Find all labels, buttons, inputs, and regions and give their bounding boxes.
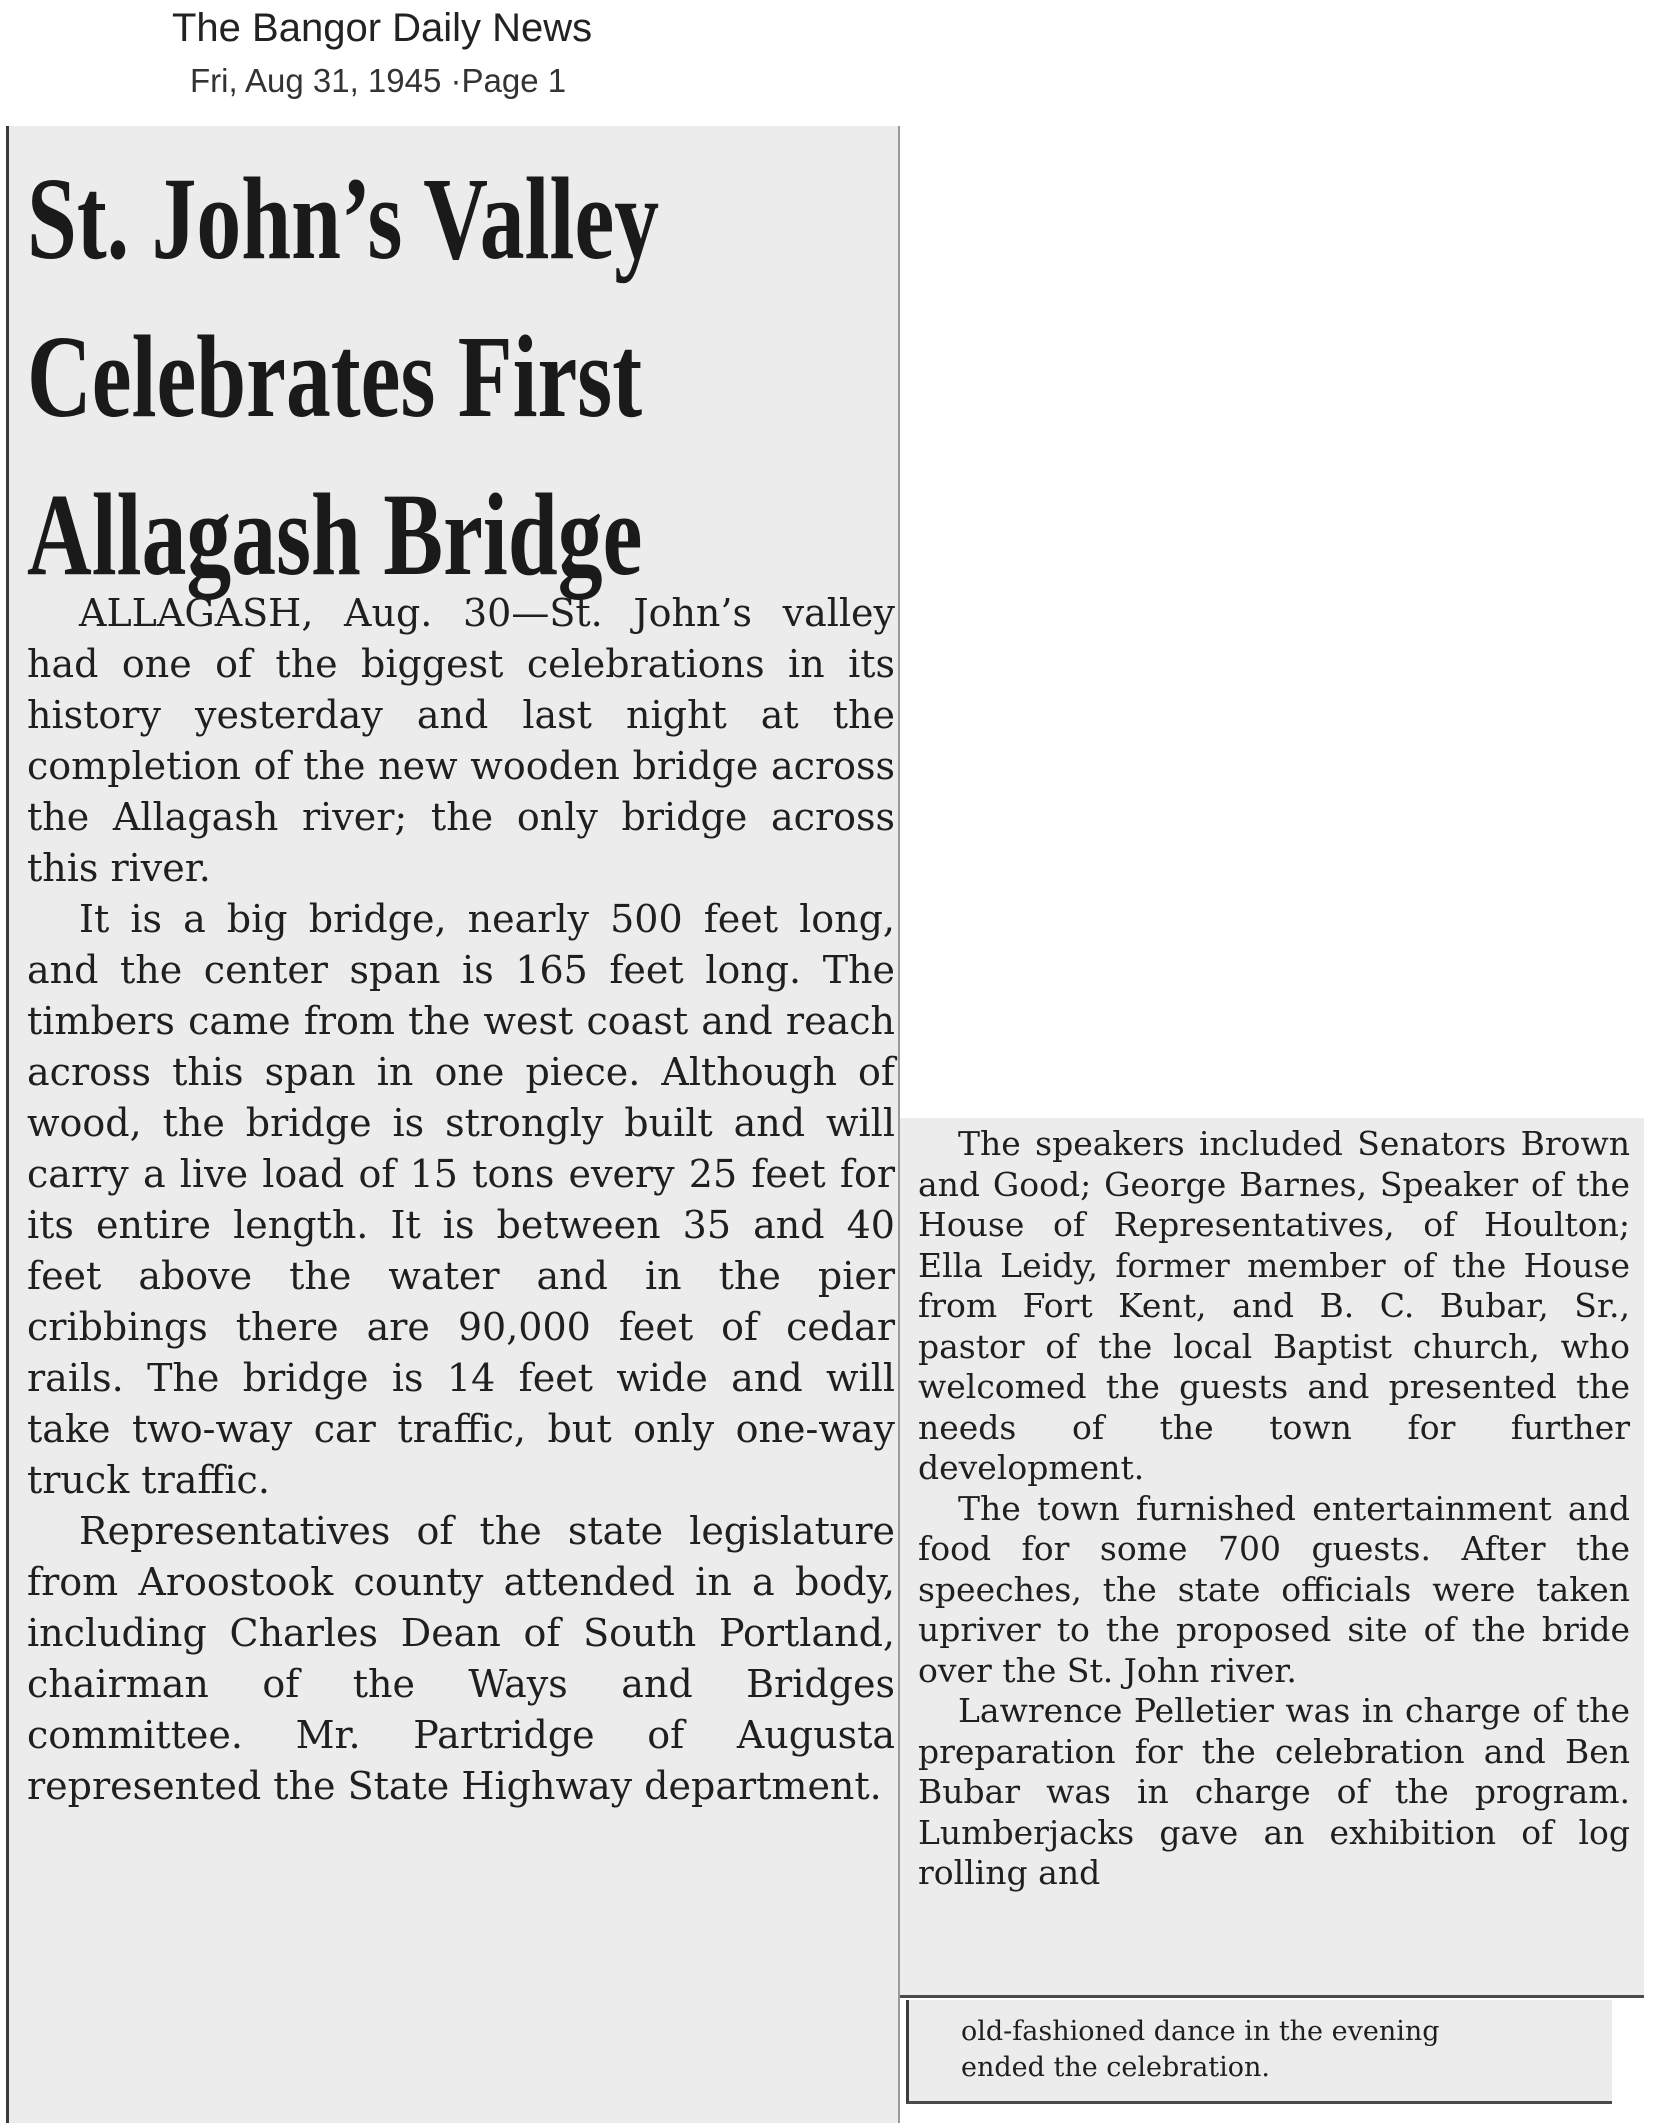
article-line: ended the celebration.	[961, 2052, 1271, 2083]
article-clipping-ending	[906, 2000, 1612, 2104]
article-clipping-continuation	[900, 1118, 1644, 1998]
headline-line: Celebrates First	[27, 311, 643, 442]
article-clipping-main	[6, 126, 900, 2123]
article-paragraph: ALLAGASH, Aug. 30—St. John’s valley had one of the biggest celebrations in its history yesterday and last night at the completion of the new wooden bridge across the Allagash river; the only bridge across this river.	[27, 591, 895, 890]
article-paragraph: The speakers included Senators Brown and Good; George Barnes, Speaker of the House of Representatives, of Houlton; Ella Leidy, former member of the House from Fort Kent, and B. C. Bubar, Sr., pastor of the local Baptist church, who welcomed the guests and presented the needs of the town for further development.	[918, 1124, 1630, 1487]
article-headline	[27, 140, 681, 614]
article-line: old-fashioned dance in the evening	[961, 2016, 1440, 2047]
publication-name: The Bangor Daily News	[172, 6, 593, 50]
source-header	[0, 0, 790, 110]
article-paragraph: Lawrence Pelletier was in charge of the preparation for the celebration and Ben Bubar was in charge of the program. Lumberjacks gave an exhibition of log rolling and	[918, 1691, 1630, 1892]
article-paragraph: It is a big bridge, nearly 500 feet long, and the center span is 165 feet long. The timbers came from the west coast and reach across this span in one piece. Although of wood, the bridge is strongly built and will carry a live load of 15 tons every 25 feet for its entire length. It is between 35 and 40 feet above the water and in the pier cribbings there are 90,000 feet of cedar rails. The bridge is 14 feet wide and will take two-way car traffic, but only one-way truck traffic.	[27, 897, 895, 1502]
publication-date-page: Fri, Aug 31, 1945 ·Page 1	[190, 62, 567, 99]
article-paragraph: Representatives of the state legislature from Aroostook county attended in a body, including Charles Dean of South Portland, chairman of the Ways and Bridges committee. Mr. Partridge of Augusta represented the State Highway department.	[27, 1509, 895, 1808]
article-column-3	[961, 2014, 1601, 2086]
article-column-2	[918, 1124, 1630, 1894]
headline-line: Allagash Bridge	[27, 469, 643, 600]
article-paragraph: The town furnished entertainment and food for some 700 guests. After the speeches, the state officials were taken upriver to the proposed site of the bride over the St. John river.	[918, 1488, 1630, 1690]
article-column-1	[27, 588, 895, 1812]
headline-line: St. John’s Valley	[27, 153, 660, 284]
